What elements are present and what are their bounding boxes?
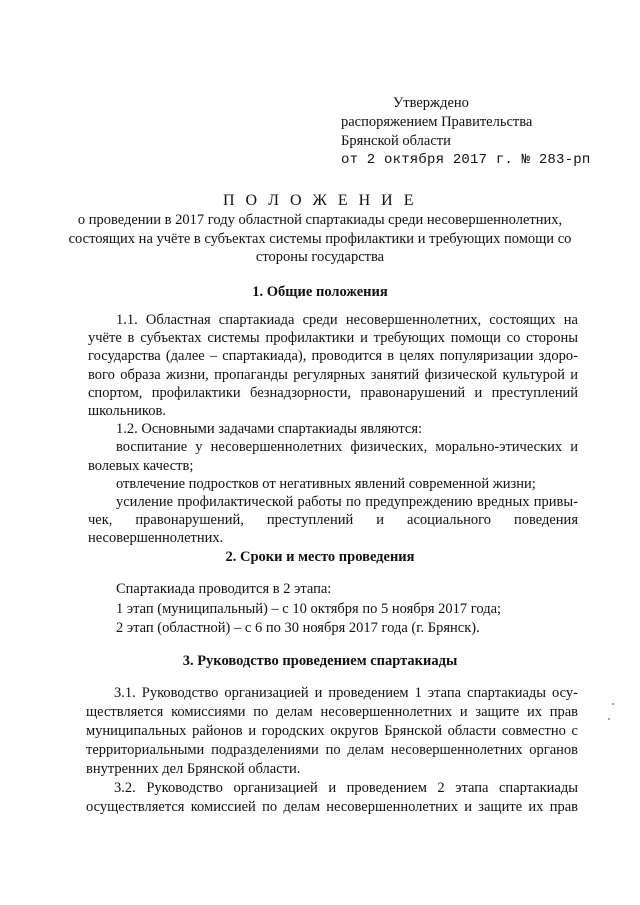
section-heading-management: 3. Руководство проведением спартакиады	[182, 653, 458, 669]
dates-line-stage-1: 1 этап (муниципальный) – с 10 октября по 5 ноября 2017 года;	[116, 600, 502, 617]
scan-speck	[608, 718, 610, 720]
section-general-body	[88, 311, 578, 548]
document-subtitle: о проведении в 2017 году областной спартакиады среди несовершеннолетних, состоящих на учёте в субъектах системы профилактики и требующих помощи со стороны государства	[68, 212, 572, 265]
paragraph-3-1: 3.1. Руководство организацией и проведением 1 этапа спартакиады осуществляется комиссиями по делам несовершеннолетних и защите их прав муниципальных районов и городских округов Брянской области совместно с территориальными подразделениями по делам несовершеннолетних органов внутренних дел Брянской области.	[86, 685, 578, 777]
paragraph-task-prevention: усиление профилактической работы по предупреждению вредных привычек, правонарушений, преступлений и асоциального поведения несовершеннолетних.	[88, 494, 578, 547]
dates-line-stage-2: 2 этап (областной) – с 6 по 30 ноября 2017 года (г. Брянск).	[116, 620, 480, 636]
paragraph-task-distraction: отвлечение подростков от негативных явлений современной жизни;	[116, 475, 536, 492]
paragraph-1-2: 1.2. Основными задачами спартакиады являются:	[116, 421, 423, 438]
scan-speck	[612, 703, 614, 705]
paragraph-1-1: 1.1. Областная спартакиада среди несовершеннолетних, состоящих на учёте в субъектах системы профилактики и требующих помощи со стороны государства (далее – спартакиада), проводится в целях популяризации здорового образа жизни, пропаганды регулярных занятий физической культурой и спортом, профилактики безнадзорности, правонарушений и преступлений школьников.	[88, 312, 578, 420]
paragraph-task-upbringing: воспитание у несовершеннолетних физических, морально-этических и волевых качеств;	[88, 439, 578, 474]
section-dates-body	[116, 580, 576, 639]
paragraph-3-2: 3.2. Руководство организацией и проведением 2 этапа спартакиады осуществляется комиссией по делам несовершеннолетних и защите их прав	[86, 780, 578, 815]
section-heading-dates: 2. Сроки и место проведения	[225, 549, 415, 565]
approval-line-order: распоряжением Правительства	[341, 114, 533, 130]
approval-block	[341, 94, 601, 170]
section-management-body	[86, 684, 578, 817]
approval-date-number: от 2 октября 2017 г. № 283-рп	[341, 152, 591, 168]
title-block	[60, 191, 580, 267]
approval-line-region: Брянской области	[341, 133, 451, 149]
section-heading-general: 1. Общие положения	[252, 284, 388, 300]
approval-line-approved: Утверждено	[393, 95, 469, 111]
dates-line-stages: Спартакиада проводится в 2 этапа:	[116, 581, 332, 597]
document-title: П О Л О Ж Е Н И Е	[222, 192, 417, 209]
